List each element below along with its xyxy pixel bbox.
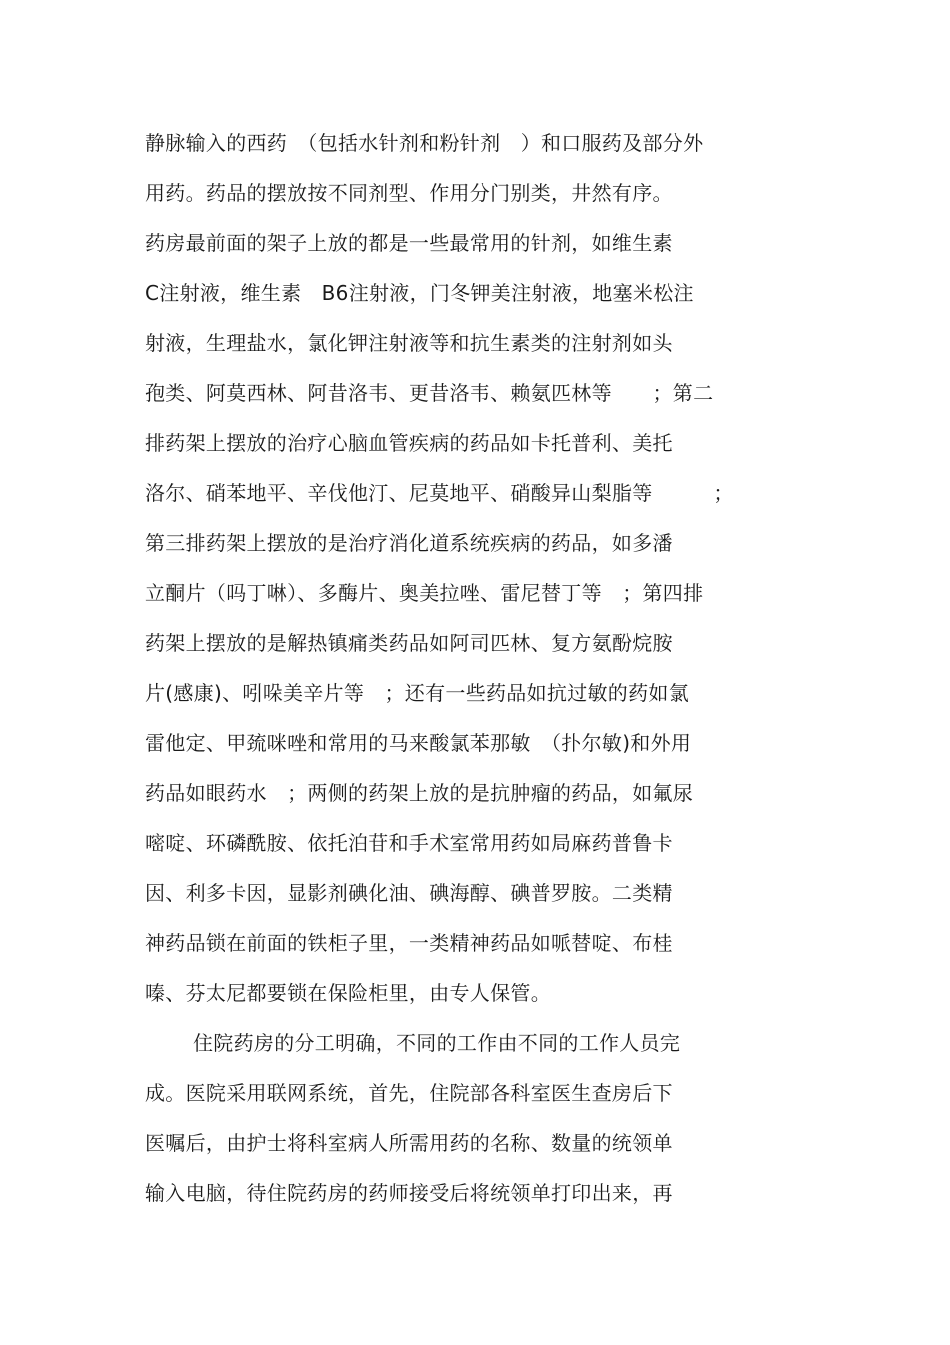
- text-line: 静脉输入的西药 （包括水针剂和粉针剂 ）和口服药及部分外: [145, 131, 704, 155]
- text-line: 药房最前面的架子上放的都是一些最常用的针剂，如维生素: [145, 231, 673, 255]
- text-line: 洛尔、硝苯地平、辛伐他汀、尼莫地平、硝酸异山梨脂等 ；: [145, 481, 734, 505]
- text-line: 片(感康)、吲哚美辛片等 ；还有一些药品如抗过敏的药如氯: [145, 681, 690, 705]
- body-text: [145, 118, 815, 1218]
- text-line: 药架上摆放的是解热镇痛类药品如阿司匹林、复方氨酚烷胺: [145, 631, 673, 655]
- text-line: 因、利多卡因，显影剂碘化油、碘海醇、碘普罗胺。二类精: [145, 881, 673, 905]
- text-line: 输入电脑，待住院药房的药师接受后将统领单打印出来，再: [145, 1181, 673, 1205]
- text-line: 嗪、芬太尼都要锁在保险柜里，由专人保管。: [145, 981, 551, 1005]
- text-line: 第三排药架上摆放的是治疗消化道系统疾病的药品，如多潘: [145, 531, 673, 555]
- text-line: 药品如眼药水 ；两侧的药架上放的是抗肿瘤的药品，如氟尿: [145, 781, 694, 805]
- text-line: 孢类、阿莫西林、阿昔洛韦、更昔洛韦、赖氨匹林等 ；第二: [145, 381, 714, 405]
- text-line: 立酮片（吗丁啉）、多酶片、奥美拉唑、雷尼替丁等 ；第四排: [145, 581, 704, 605]
- text-line: 神药品锁在前面的铁柜子里，一类精神药品如哌替啶、布桂: [145, 931, 673, 955]
- text-line: 用药。药品的摆放按不同剂型、作用分门别类，井然有序。: [145, 181, 673, 205]
- text-line: 医嘱后，由护士将科室病人所需用药的名称、数量的统领单: [145, 1131, 673, 1155]
- text-line: C注射液，维生素 B6注射液，门冬钾美注射液，地塞米松注: [145, 281, 694, 305]
- text-line: 射液，生理盐水，氯化钾注射液等和抗生素类的注射剂如头: [145, 331, 673, 355]
- text-line: 雷他定、甲巯咪唑和常用的马来酸氯苯那敏 （扑尔敏)和外用: [145, 731, 692, 755]
- text-line: 嘧啶、环磷酰胺、依托泊苷和手术室常用药如局麻药普鲁卡: [145, 831, 673, 855]
- paragraph-start-line: 住院药房的分工明确，不同的工作由不同的工作人员完: [193, 1031, 681, 1055]
- text-line: 成。医院采用联网系统，首先，住院部各科室医生查房后下: [145, 1081, 673, 1105]
- text-line: 排药架上摆放的治疗心脑血管疾病的药品如卡托普利、美托: [145, 431, 673, 455]
